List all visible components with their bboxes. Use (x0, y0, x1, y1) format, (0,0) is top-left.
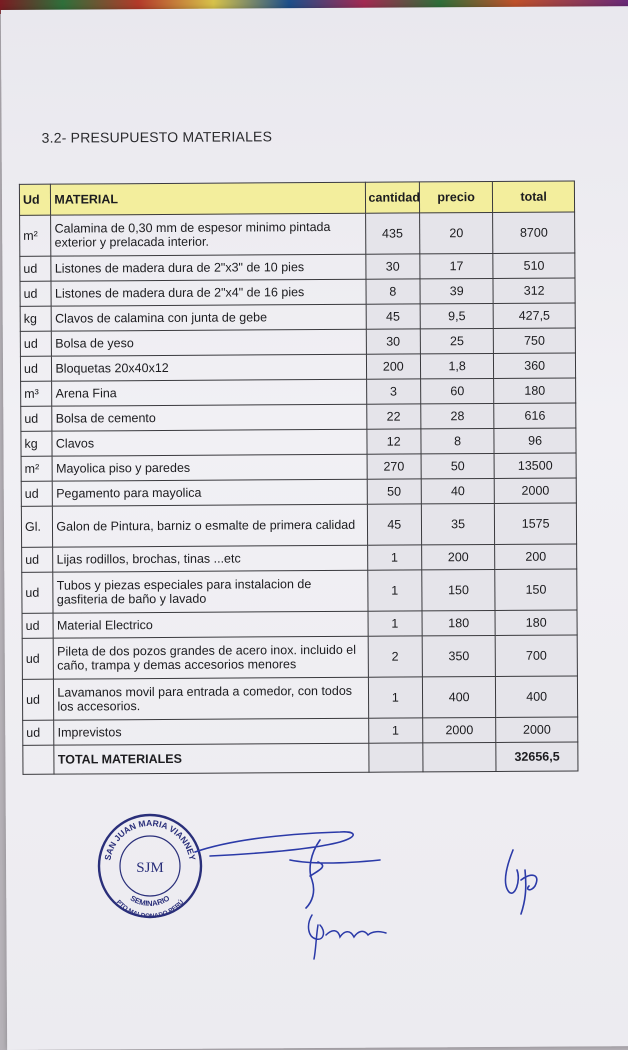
unit-cell: ud (23, 720, 55, 745)
precio-cell: 8 (421, 428, 494, 453)
unit-cell: Gl. (21, 506, 53, 547)
total-cell: 312 (493, 278, 575, 303)
precio-cell: 180 (422, 610, 495, 635)
table-row (20, 303, 575, 331)
table-header-row (19, 181, 574, 215)
material-cell: Listones de madera dura de 2"x4" de 16 pies (51, 279, 365, 306)
precio-cell: 400 (422, 676, 496, 717)
total-cell: 180 (495, 610, 577, 635)
cantidad-cell: 2 (368, 636, 423, 677)
material-cell: Tubos y piezas especiales para instalacion de gasfiteria de baño y lavado (53, 570, 367, 613)
cantidad-cell: 22 (366, 404, 421, 429)
unit-cell: ud (20, 256, 52, 281)
material-cell: Calamina de 0,30 mm de espesor minimo pintada exterior y prelacada interior. (51, 213, 365, 256)
materials-budget-table (19, 180, 579, 774)
cantidad-cell: 45 (367, 504, 422, 545)
cantidad-cell: 1 (367, 570, 422, 611)
cantidad-cell: 50 (367, 479, 422, 504)
unit-cell: ud (20, 356, 52, 381)
table-row (21, 378, 576, 406)
total-cell: 1575 (495, 503, 577, 544)
material-cell: Pileta de dos pozos grandes de acero inox. incluido el caño, trampa y demas accesorios menores (54, 636, 368, 679)
table-row (20, 253, 575, 281)
header-ud: Ud (19, 184, 51, 215)
stamp-bottom-text: SEMINARIO (128, 893, 172, 909)
stamp-top-text: SAN JUAN MARIA VIANNEY (102, 817, 198, 862)
unit-cell: ud (20, 331, 52, 356)
unit-cell: ud (21, 406, 53, 431)
total-label: TOTAL MATERIALES (54, 743, 368, 774)
cantidad-cell: 3 (366, 379, 421, 404)
material-cell: Lijas rodillos, brochas, tinas ...etc (53, 545, 367, 572)
total-cell: 2000 (496, 717, 578, 742)
precio-cell: 35 (421, 503, 495, 544)
header-material: MATERIAL (51, 182, 365, 215)
table-row (22, 610, 577, 638)
precio-cell: 40 (421, 478, 494, 503)
total-cell: 8700 (493, 212, 575, 253)
precio-cell: 1,8 (420, 353, 493, 378)
precio-cell: 200 (422, 544, 495, 569)
material-cell: Bloquetas 20x40x12 (52, 354, 366, 381)
precio-cell: 25 (420, 328, 493, 353)
table-row (22, 569, 577, 613)
cantidad-cell: 200 (366, 354, 421, 379)
header-cantidad: cantidad (365, 182, 420, 213)
total-row (23, 742, 578, 774)
total-cell: 400 (496, 676, 578, 717)
unit-cell: kg (21, 431, 53, 456)
total-precio-cell (423, 742, 496, 771)
total-cell: 96 (494, 428, 576, 453)
unit-cell: ud (22, 547, 54, 572)
total-cell: 180 (494, 378, 576, 403)
total-cantidad-cell (368, 743, 423, 772)
material-cell: Bolsa de cemento (52, 404, 366, 431)
total-ud-cell (23, 745, 55, 774)
material-cell: Mayolica piso y paredes (52, 454, 366, 481)
cantidad-cell: 30 (366, 329, 421, 354)
precio-cell: 28 (421, 403, 494, 428)
table-row (22, 635, 577, 679)
stamp-location-text: PTO MALDONADO PERÚ (114, 898, 186, 920)
unit-cell: m³ (21, 381, 53, 406)
material-cell: Galon de Pintura, barniz o esmalte de primera calidad (53, 504, 367, 547)
total-cell: 150 (495, 569, 577, 610)
cantidad-cell: 45 (366, 304, 421, 329)
unit-cell: kg (20, 306, 52, 331)
precio-cell: 350 (422, 635, 496, 676)
unit-cell: ud (22, 572, 54, 613)
material-cell: Material Electrico (53, 611, 367, 638)
table-row (20, 278, 575, 306)
precio-cell: 50 (421, 453, 494, 478)
precio-cell: 39 (420, 278, 493, 303)
table-row (21, 503, 576, 547)
table-row (21, 453, 576, 481)
total-cell: 510 (493, 253, 575, 278)
total-cell: 13500 (494, 453, 576, 478)
cantidad-cell: 8 (366, 279, 421, 304)
signature-3 (300, 905, 390, 965)
table-row (20, 212, 575, 256)
precio-cell: 60 (421, 378, 494, 403)
precio-cell: 2000 (423, 717, 496, 742)
table-row (22, 544, 577, 572)
signature-2 (495, 840, 555, 920)
table-row (21, 428, 576, 456)
cantidad-cell: 435 (365, 213, 420, 254)
cantidad-cell: 270 (367, 454, 422, 479)
precio-cell: 9,5 (420, 303, 493, 328)
material-cell: Bolsa de yeso (52, 329, 366, 356)
cantidad-cell: 1 (368, 718, 423, 743)
header-precio: precio (419, 181, 492, 212)
table-row (22, 676, 577, 720)
total-cell: 360 (494, 353, 576, 378)
svg-text:SAN JUAN MARIA VIANNEY (102, 818, 197, 861)
unit-cell: m² (21, 456, 53, 481)
cantidad-cell: 1 (368, 611, 423, 636)
precio-cell: 150 (422, 569, 496, 610)
material-cell: Pegamento para mayolica (53, 479, 367, 506)
material-cell: Clavos (52, 429, 366, 456)
cantidad-cell: 1 (367, 545, 422, 570)
unit-cell: ud (22, 679, 54, 720)
total-cell: 200 (495, 544, 577, 569)
total-value: 32656,5 (496, 742, 578, 771)
total-cell: 2000 (494, 478, 576, 503)
table-row (20, 353, 575, 381)
total-cell: 616 (494, 403, 576, 428)
unit-cell: m² (20, 215, 52, 256)
material-cell: Imprevistos (54, 718, 368, 745)
unit-cell: ud (22, 638, 54, 679)
cantidad-cell: 30 (365, 254, 420, 279)
unit-cell: ud (20, 281, 52, 306)
unit-cell: ud (22, 613, 54, 638)
material-cell: Arena Fina (52, 379, 366, 406)
total-cell: 427,5 (493, 303, 575, 328)
cantidad-cell: 1 (368, 677, 423, 718)
section-title: 3.2- PRESUPUESTO MATERIALES (41, 128, 273, 146)
total-cell: 750 (494, 328, 576, 353)
table-row (21, 478, 576, 506)
material-cell: Listones de madera dura de 2"x3" de 10 pies (51, 254, 365, 281)
table-row (21, 403, 576, 431)
table-row (23, 717, 578, 745)
precio-cell: 20 (420, 212, 494, 253)
header-total: total (493, 181, 575, 212)
seminary-stamp (96, 812, 204, 920)
signature-1 (190, 820, 390, 910)
cantidad-cell: 12 (366, 429, 421, 454)
stamp-monogram: SJM (136, 860, 164, 876)
total-cell: 700 (495, 635, 577, 676)
unit-cell: ud (21, 481, 53, 506)
precio-cell: 17 (420, 253, 493, 278)
table-row (20, 328, 575, 356)
material-cell: Lavamanos movil para entrada a comedor, con todos los accesorios. (54, 677, 368, 720)
material-cell: Clavos de calamina con junta de gebe (52, 304, 366, 331)
